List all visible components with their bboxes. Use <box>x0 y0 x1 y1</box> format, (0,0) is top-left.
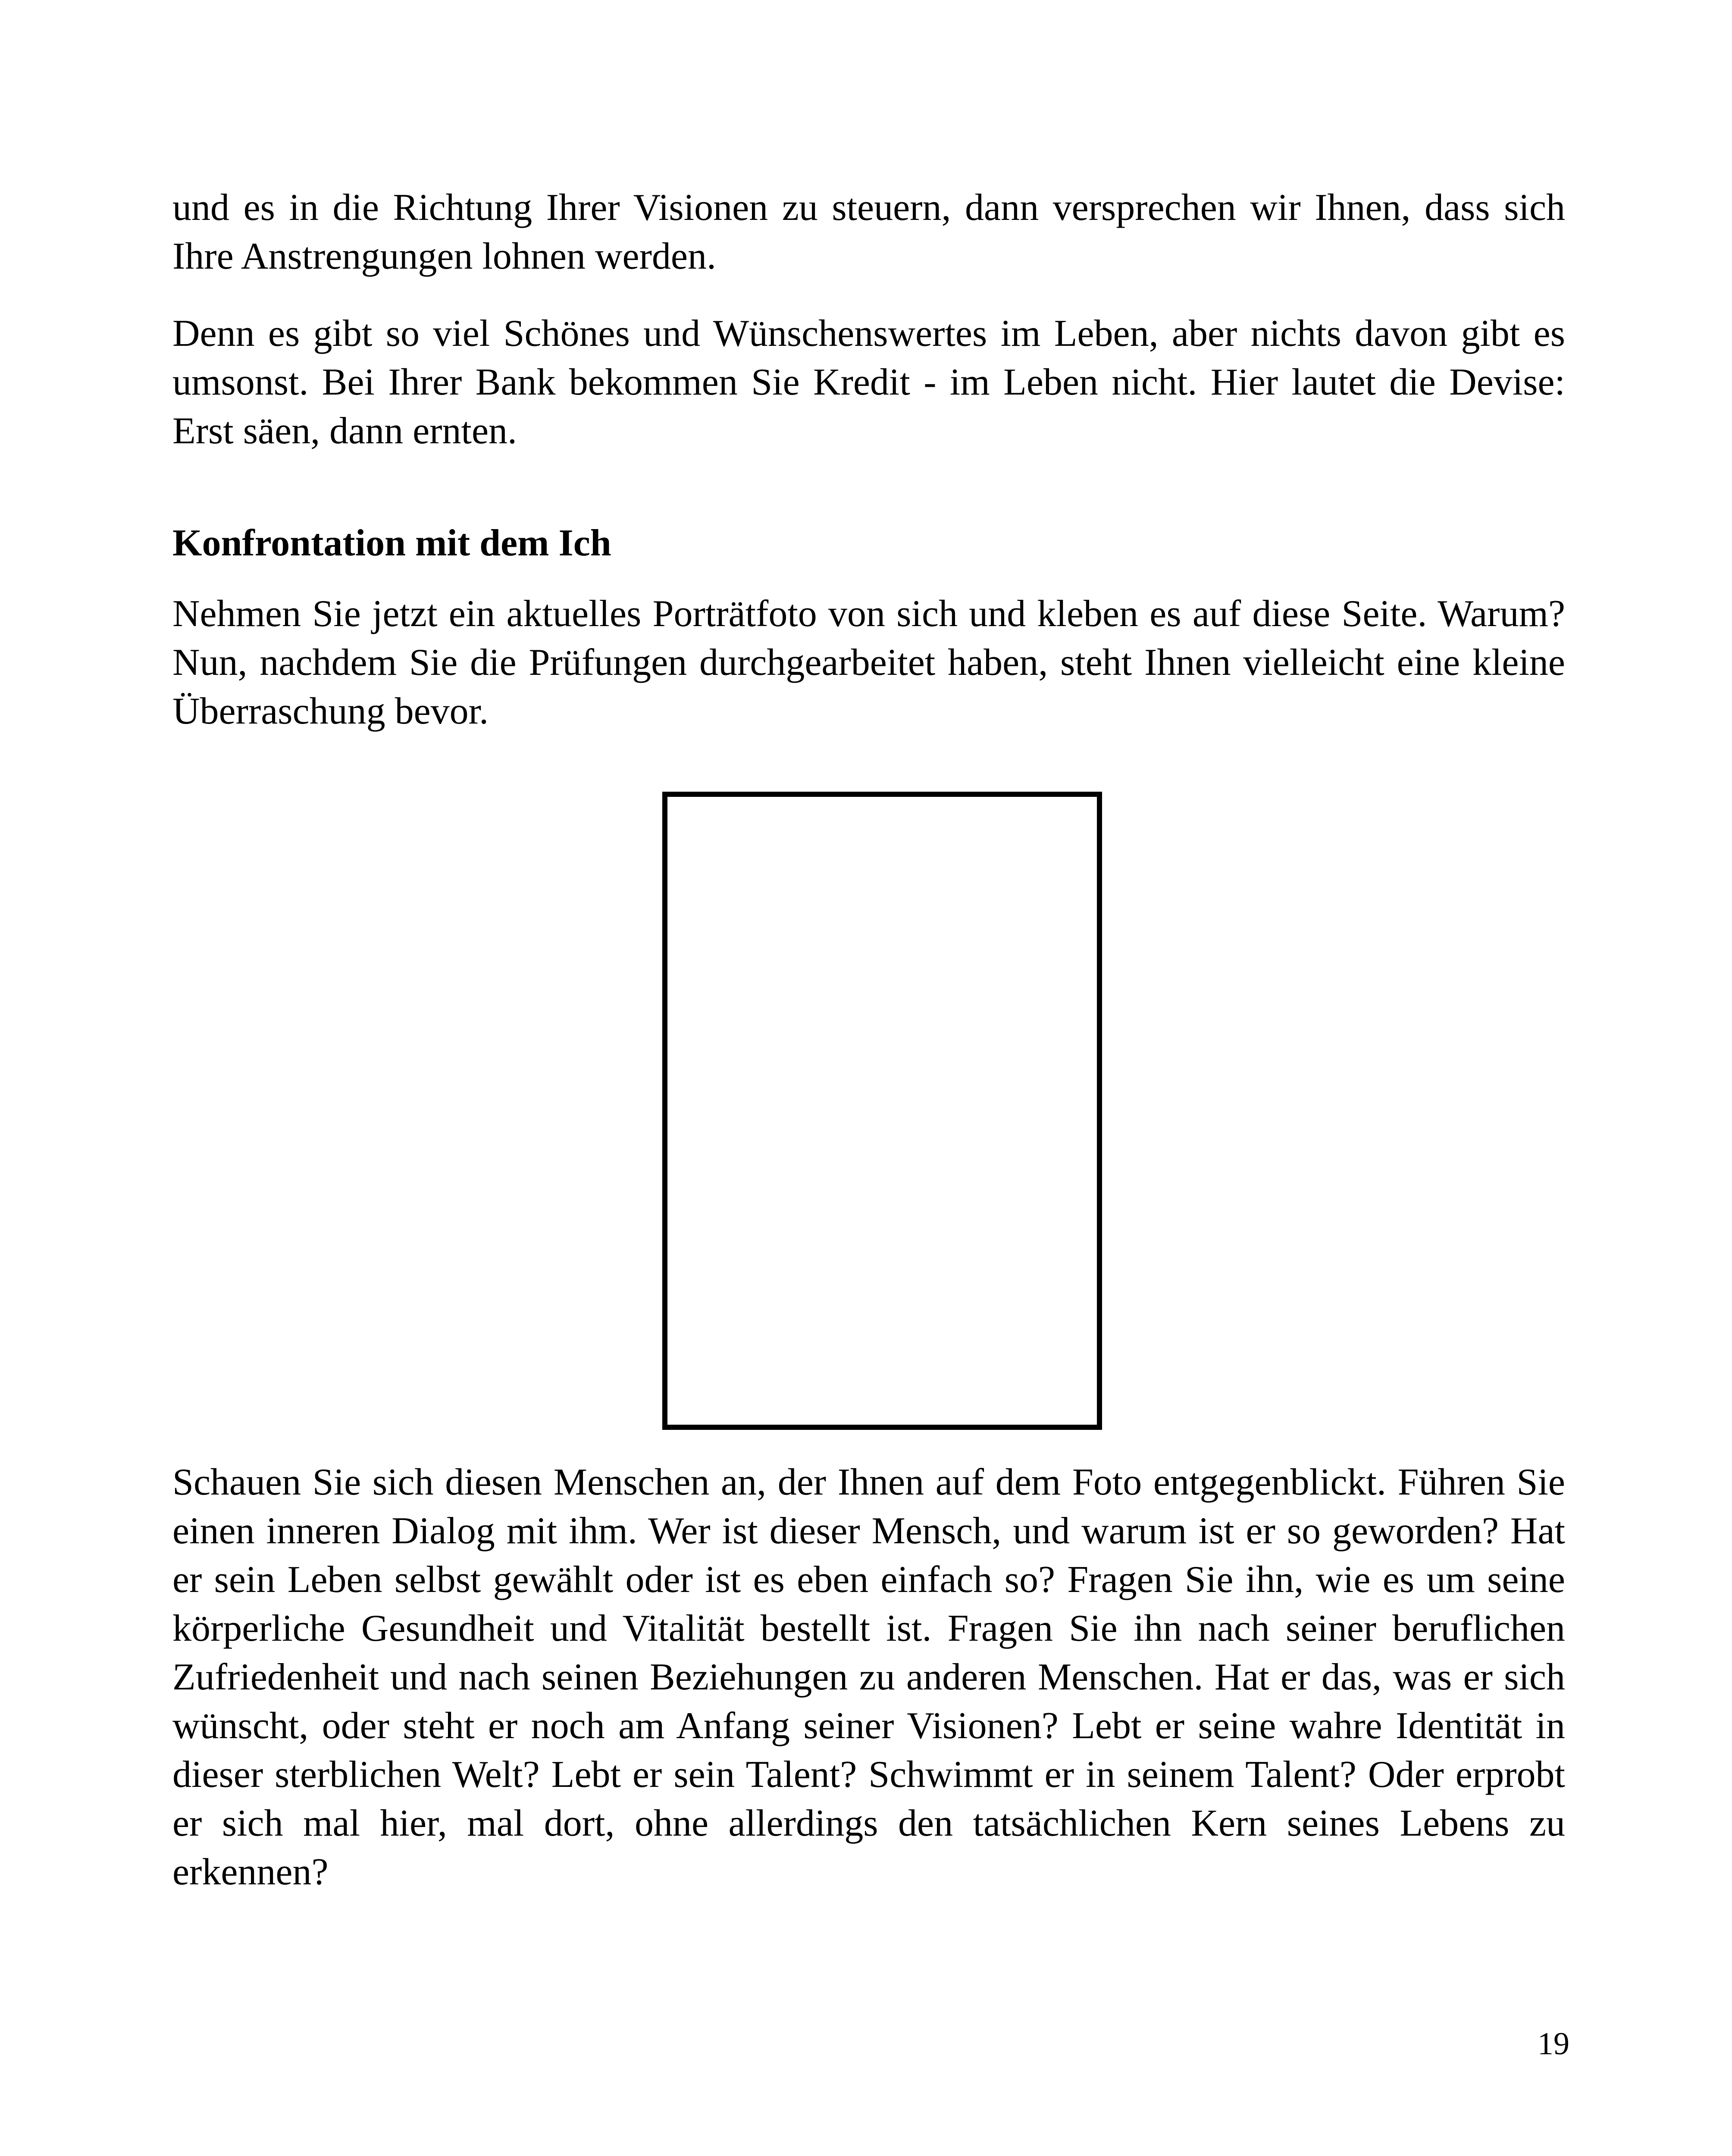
paragraph-sow-and-reap: Denn es gibt so viel Schönes und Wünschenswertes im Leben, aber nichts davon gibt es umsonst. Bei Ihrer Bank bekommen Sie Kredit - im Leben nicht. Hier lautet die Devise: Erst säen, dann ernten. <box>172 313 1565 452</box>
paragraph-intro-continuation: und es in die Richtung Ihrer Visionen zu steuern, dann versprechen wir Ihnen, dass sich Ihre Anstrengungen lohnen werden. <box>172 187 1565 277</box>
page-number: 19 <box>1538 2026 1569 2062</box>
portrait-photo-placeholder <box>662 792 1102 1430</box>
paragraph-portrait-instruction: Nehmen Sie jetzt ein aktuelles Porträtfoto von sich und kleben es auf diese Seite. Warum? Nun, nachdem Sie die Prüfungen durchgearbeitet haben, steht Ihnen vielleicht eine kleine Überraschung bevor. <box>172 593 1565 732</box>
paragraph-inner-dialog: Schauen Sie sich diesen Menschen an, der Ihnen auf dem Foto entgegenblickt. Führen Sie einen inneren Dialog mit ihm. Wer ist dieser Mensch, und warum ist er so geworden? Hat er sein Leben selbst gewählt oder ist es eben einfach so? Fragen Sie ihn, wie es um seine körperliche Gesundheit und Vitalität bestellt ist. Fragen Sie ihn nach seiner beruflichen Zufriedenheit und nach seinen Beziehungen zu anderen Menschen. Hat er das, was er sich wünscht, oder steht er noch am Anfang seiner Visionen? Lebt er seine wahre Identität in dieser sterblichen Welt? Lebt er sein Talent? Schwimmt er in seinem Talent? Oder erprobt er sich mal hier, mal dort, ohne allerdings den tatsächlichen Kern seines Lebens zu erkennen? <box>172 1461 1565 1893</box>
section-heading: Konfrontation mit dem Ich <box>172 522 611 564</box>
